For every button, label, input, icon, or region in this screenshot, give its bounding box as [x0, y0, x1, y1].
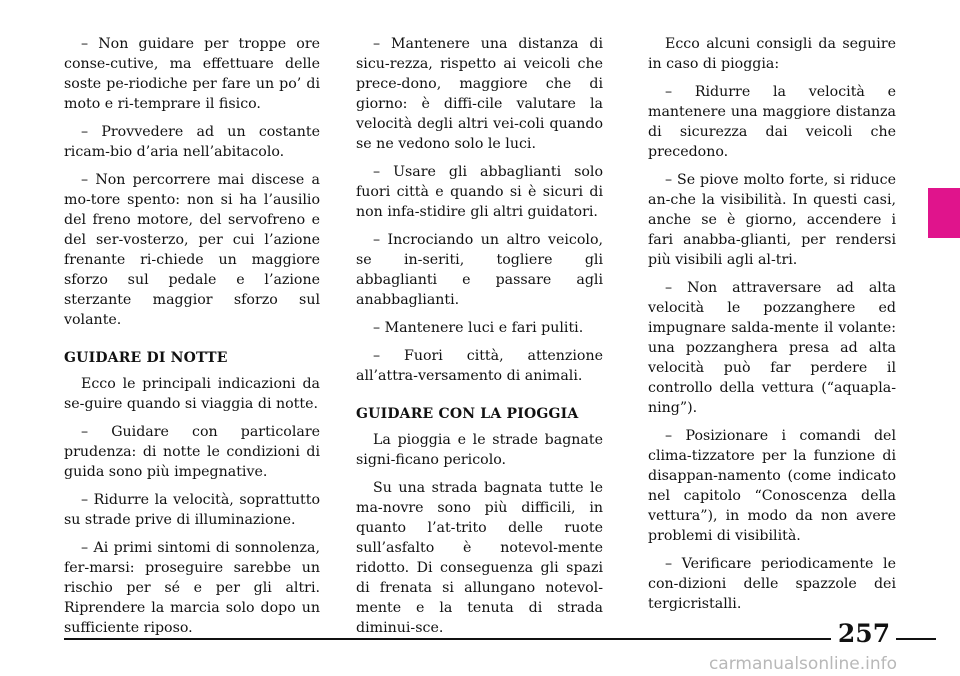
- paragraph: Ecco le principali indicazioni da se-guire quando si viaggia di notte.: [64, 376, 320, 412]
- paragraph: – Posizionare i comandi del clima-tizzatore per la funzione di disappan-namento (come indicato nel capitolo “Conoscenza della vettura”), in modo da non avere problemi di visibilità.: [648, 428, 896, 544]
- paragraph: – Mantenere una distanza di sicu-rezza, rispetto ai veicoli che prece-dono, maggiore che di giorno: è diffi-cile valutare la velocità degli altri vei-coli quando se ne vedono solo le luci.: [356, 36, 603, 152]
- paragraph: – Non attraversare ad alta velocità le pozzanghere ed impugnare salda-mente il volante: una pozzanghera presa ad alta velocità può far perdere il controllo della vettura (“aquapla-ning”).: [648, 280, 896, 416]
- paragraph: – Fuori città, attenzione all’attra-versamento di animali.: [356, 348, 603, 384]
- section-heading: GUIDARE CON LA PIOGGIA: [356, 406, 579, 422]
- paragraph: – Ridurre la velocità e mantenere una maggiore distanza di sicurezza dai veicoli che precedono.: [648, 84, 896, 160]
- paragraph: – Mantenere luci e fari puliti.: [373, 320, 584, 336]
- watermark: carmanualsonline.info: [708, 654, 898, 674]
- paragraph: La pioggia e le strade bagnate signi-ficano pericolo.: [356, 432, 603, 468]
- paragraph: – Non guidare per troppe ore conse-cutive, ma effettuare delle soste pe-riodiche per fare un po’ di moto e ri-temprare il fisico.: [64, 36, 320, 112]
- page-number: 257: [837, 619, 891, 648]
- section-heading: GUIDARE DI NOTTE: [64, 350, 228, 366]
- paragraph: – Verificare periodicamente le con-dizioni delle spazzole dei tergicristalli.: [648, 556, 896, 612]
- text-column-1: [64, 34, 320, 646]
- paragraph: Su una strada bagnata tutte le ma-novre sono più difficili, in quanto l’at-trito delle ruote sull’asfalto è notevol-mente ridotto. Di conseguenza gli spazi di frenata si allungano notevol-mente e la tenuta di strada diminui-sce.: [356, 480, 603, 636]
- text-column-2: [356, 34, 603, 646]
- paragraph: – Guidare con particolare prudenza: di notte le condizioni di guida sono più impegnative.: [64, 424, 320, 480]
- section-tab-marker: [928, 188, 960, 238]
- paragraph: – Ridurre la velocità, soprattutto su strade prive di illuminazione.: [64, 492, 320, 528]
- paragraph: – Usare gli abbaglianti solo fuori città e quando si è sicuri di non infa-stidire gli altri guidatori.: [356, 164, 603, 220]
- text-column-3: [648, 34, 896, 622]
- paragraph: – Non percorrere mai discese a mo-tore spento: non si ha l’ausilio del freno motore, del servofreno e del ser-vosterzo, per cui l’azione frenante ri-chiede un maggiore sforzo sul pedale e l’azione sterzante maggior sforzo sul volante.: [64, 172, 320, 328]
- paragraph: – Se piove molto forte, si riduce an-che la visibilità. In questi casi, anche se è giorno, accendere i fari anabba-glianti, per rendersi più visibili agli al-tri.: [648, 172, 896, 268]
- paragraph: Ecco alcuni consigli da seguire in caso di pioggia:: [648, 36, 896, 72]
- footer-rule-left: [64, 638, 831, 640]
- paragraph: – Ai primi sintomi di sonnolenza, fer-marsi: proseguire sarebbe un rischio per sé e per gli altri. Riprendere la marcia solo dopo un sufficiente riposo.: [64, 540, 320, 636]
- paragraph: – Incrociando un altro veicolo, se in-seriti, togliere gli abbaglianti e passare agli anabbaglianti.: [356, 232, 603, 308]
- paragraph: – Provvedere ad un costante ricam-bio d’aria nell’abitacolo.: [64, 124, 320, 160]
- footer-rule-right: [896, 638, 936, 640]
